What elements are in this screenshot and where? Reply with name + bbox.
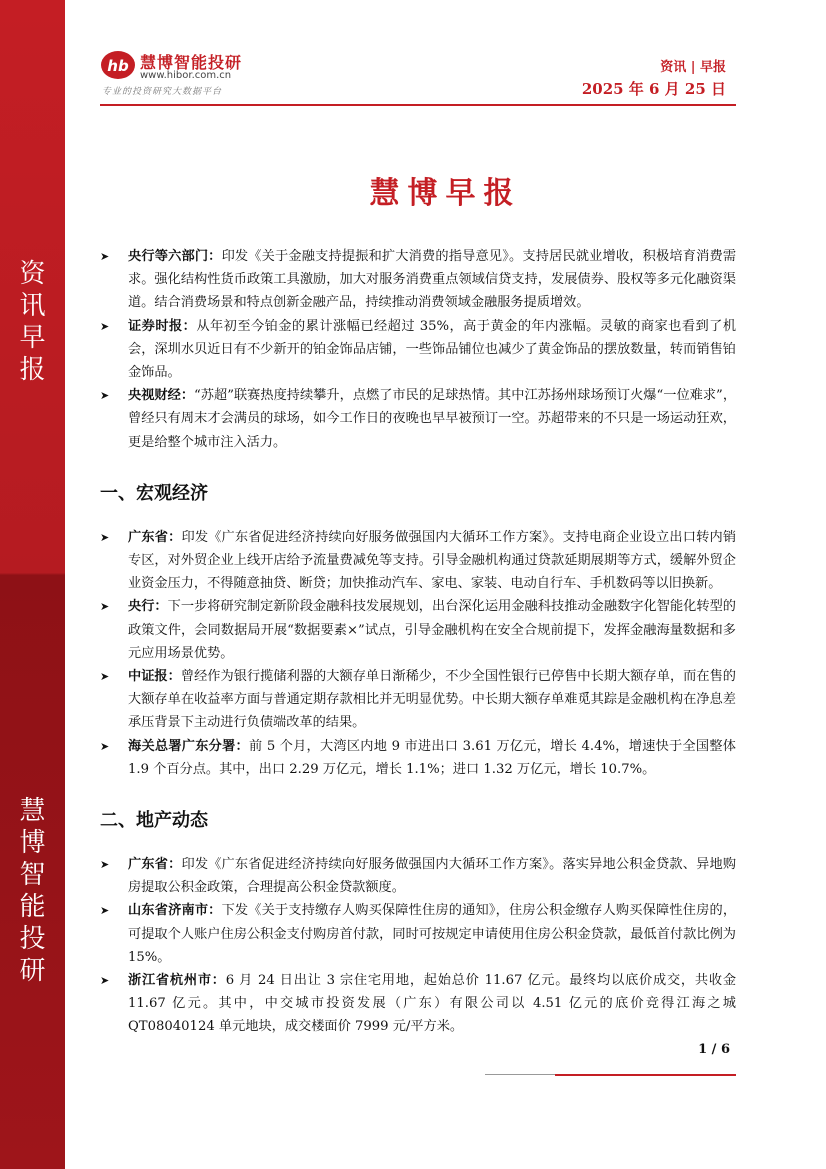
- item-text: 从年初至今铂金的累计涨幅已经超过 35%，高于黄金的年内涨幅。灵敏的商家也看到了机会，深圳水贝近日有不少新开的铂金饰品店铺，一些饰品铺位也减少了黄金饰品的摆放数量，转而销售铂金饰品。: [128, 318, 737, 381]
- macro-list: [100, 526, 736, 781]
- footer-divider-gray: [485, 1074, 555, 1075]
- item-source: 央行等六部门：: [128, 249, 222, 264]
- sidebar-char: 智: [19, 860, 46, 890]
- sidebar-label-bottom: [0, 795, 65, 987]
- item-text: 前 5 个月，大湾区内地 9 市进出口 3.61 万亿元，增长 4.4%，增速快于全国整体 1.9 个百分点。其中，出口 2.29 万亿元，增长 1.1%；进口 1.32 万亿元，增长 10.7%。: [128, 738, 736, 777]
- logo-mark-icon: [100, 50, 136, 80]
- item-source: 央行：: [128, 599, 168, 615]
- arrow-bullet-icon: ➤: [100, 250, 110, 263]
- item-text: 曾经作为银行揽储利器的大额存单日渐稀少，不少全国性银行已停售中长期大额存单，而在售的大额存单在收益率方面与普通定期存款相比并无明显优势。中长期大额存单难觅其踪是金融机构在净息差承压背景下主动进行负债端改革的结果。: [128, 669, 736, 731]
- item-source: 证券时报：: [128, 318, 197, 334]
- arrow-bullet-icon: ➤: [100, 670, 110, 684]
- item-source: 浙江省杭州市：: [128, 973, 226, 989]
- sidebar-label-top: [0, 258, 65, 386]
- arrow-bullet-icon: ➤: [100, 389, 110, 403]
- item-source: 海关总署广东分署：: [128, 738, 249, 754]
- left-sidebar: [0, 0, 65, 1169]
- list-item: [100, 384, 736, 454]
- brand-logo: [100, 48, 320, 98]
- arrow-bullet-icon: ➤: [100, 600, 110, 614]
- item-text: 印发《广东省促进经济持续向好服务做强国内大循环工作方案》。落实异地公积金贷款、异地购房提取公积金政策，合理提高公积金贷款额度。: [128, 857, 737, 896]
- item-text: 印发《广东省促进经济持续向好服务做强国内大循环工作方案》。支持电商企业设立出口转内销专区，对外贸企业上线开店给予流量费减免等支持。引导金融机构通过贷款延期展期等方式，缓解外贸企业资金压力，不得随意抽贷、断贷；加快推动汽车、家电、家装、电动自行车、手机数码等以旧换新。: [128, 529, 737, 592]
- item-text: “苏超”联赛热度持续攀升，点燃了市民的足球热情。其中江苏扬州球场预订火爆“一位难求”，曾经只有周末才会满员的球场，如今工作日的夜晚也早早被预订一空。苏超带来的不只是一场运动狂欢，更是给整个城市注入活力。: [128, 388, 737, 450]
- list-item: [100, 853, 736, 899]
- report-date: 2025 年 6 月 25 日: [581, 80, 726, 98]
- report-category: 资讯 | 早报: [660, 60, 726, 75]
- item-text: 印发《关于金融支持提振和扩大消费的指导意见》。支持居民就业增收，积极培育消费需求。强化结构性货币政策工具激励，加大对服务消费重点领域信贷支持，发展债券、股权等多元化融资渠道。结合消费场景和特点创新金融产品，持续推动消费领域金融服务提质增效。: [128, 249, 737, 311]
- sidebar-char: 早: [19, 323, 46, 353]
- sidebar-char: 能: [19, 892, 46, 922]
- sidebar-char: 投: [19, 924, 46, 954]
- item-source: 广东省：: [128, 529, 182, 545]
- section-title-realestate: 二、地产动态: [100, 810, 208, 832]
- list-item: [100, 735, 736, 781]
- footer-divider-red: [555, 1074, 736, 1076]
- section-title-macro: 一、宏观经济: [100, 482, 208, 504]
- logo-name: 慧博智能投研: [140, 53, 243, 72]
- arrow-bullet-icon: ➤: [100, 904, 110, 918]
- item-text: 下发《关于支持缴存人购买保障性住房的通知》，住房公积金缴存人购买保障性住房的，可提取个人账户住房公积金支付购房首付款，同时可按规定申请使用住房公积金贷款，最低首付款比例为 15%。: [128, 903, 737, 965]
- sidebar-char: 博: [19, 828, 46, 858]
- item-source: 山东省济南市：: [128, 903, 222, 919]
- summary-list: [100, 245, 736, 454]
- arrow-bullet-icon: ➤: [100, 739, 110, 753]
- sidebar-char: 资: [19, 259, 46, 289]
- sidebar-char: 研: [19, 956, 46, 986]
- page-number: 1 / 6: [698, 1042, 730, 1057]
- report-body: [100, 245, 736, 1039]
- logo-slogan: 专业的投资研究大数据平台: [102, 87, 223, 97]
- page-title: 慧博早报: [369, 176, 522, 211]
- sidebar-char: 报: [19, 355, 46, 385]
- item-text: 6 月 24 日出让 3 宗住宅用地，起始总价 11.67 亿元。最终均以底价成交，共收金 11.67 亿元。其中，中交城市投资发展（广东）有限公司以 4.51 亿元的底价竞得江海之城 QT08040124 单元地块，成交楼面价 7999 元/平方米。: [128, 973, 737, 1035]
- list-item: [100, 315, 736, 385]
- logo-url: www.hibor.com.cn: [140, 70, 232, 81]
- list-item: [100, 899, 736, 969]
- list-item: [100, 245, 736, 315]
- header-meta: [582, 58, 726, 100]
- arrow-bullet-icon: ➤: [100, 858, 110, 872]
- header-divider: [100, 104, 736, 106]
- item-source: 中证报：: [128, 669, 181, 685]
- svg-text:hb: hb: [107, 57, 129, 75]
- arrow-bullet-icon: ➤: [100, 530, 110, 544]
- sidebar-char: 慧: [19, 796, 46, 826]
- item-source: 央视财经：: [128, 388, 195, 404]
- list-item: [100, 665, 736, 735]
- item-source: 广东省：: [128, 857, 182, 873]
- arrow-bullet-icon: ➤: [100, 319, 110, 333]
- list-item: [100, 595, 736, 665]
- item-text: 下一步将研究制定新阶段金融科技发展规划，出台深化运用金融科技推动金融数字化智能化转型的政策文件，会同数据局开展“数据要素×”试点，引导金融机构在安全合规前提下，发挥金融海量数据和多元应用场景优势。: [128, 599, 736, 661]
- realestate-list: [100, 853, 736, 1039]
- list-item: [100, 526, 736, 596]
- list-item: [100, 969, 736, 1039]
- sidebar-char: 讯: [19, 291, 46, 321]
- arrow-bullet-icon: ➤: [100, 974, 110, 988]
